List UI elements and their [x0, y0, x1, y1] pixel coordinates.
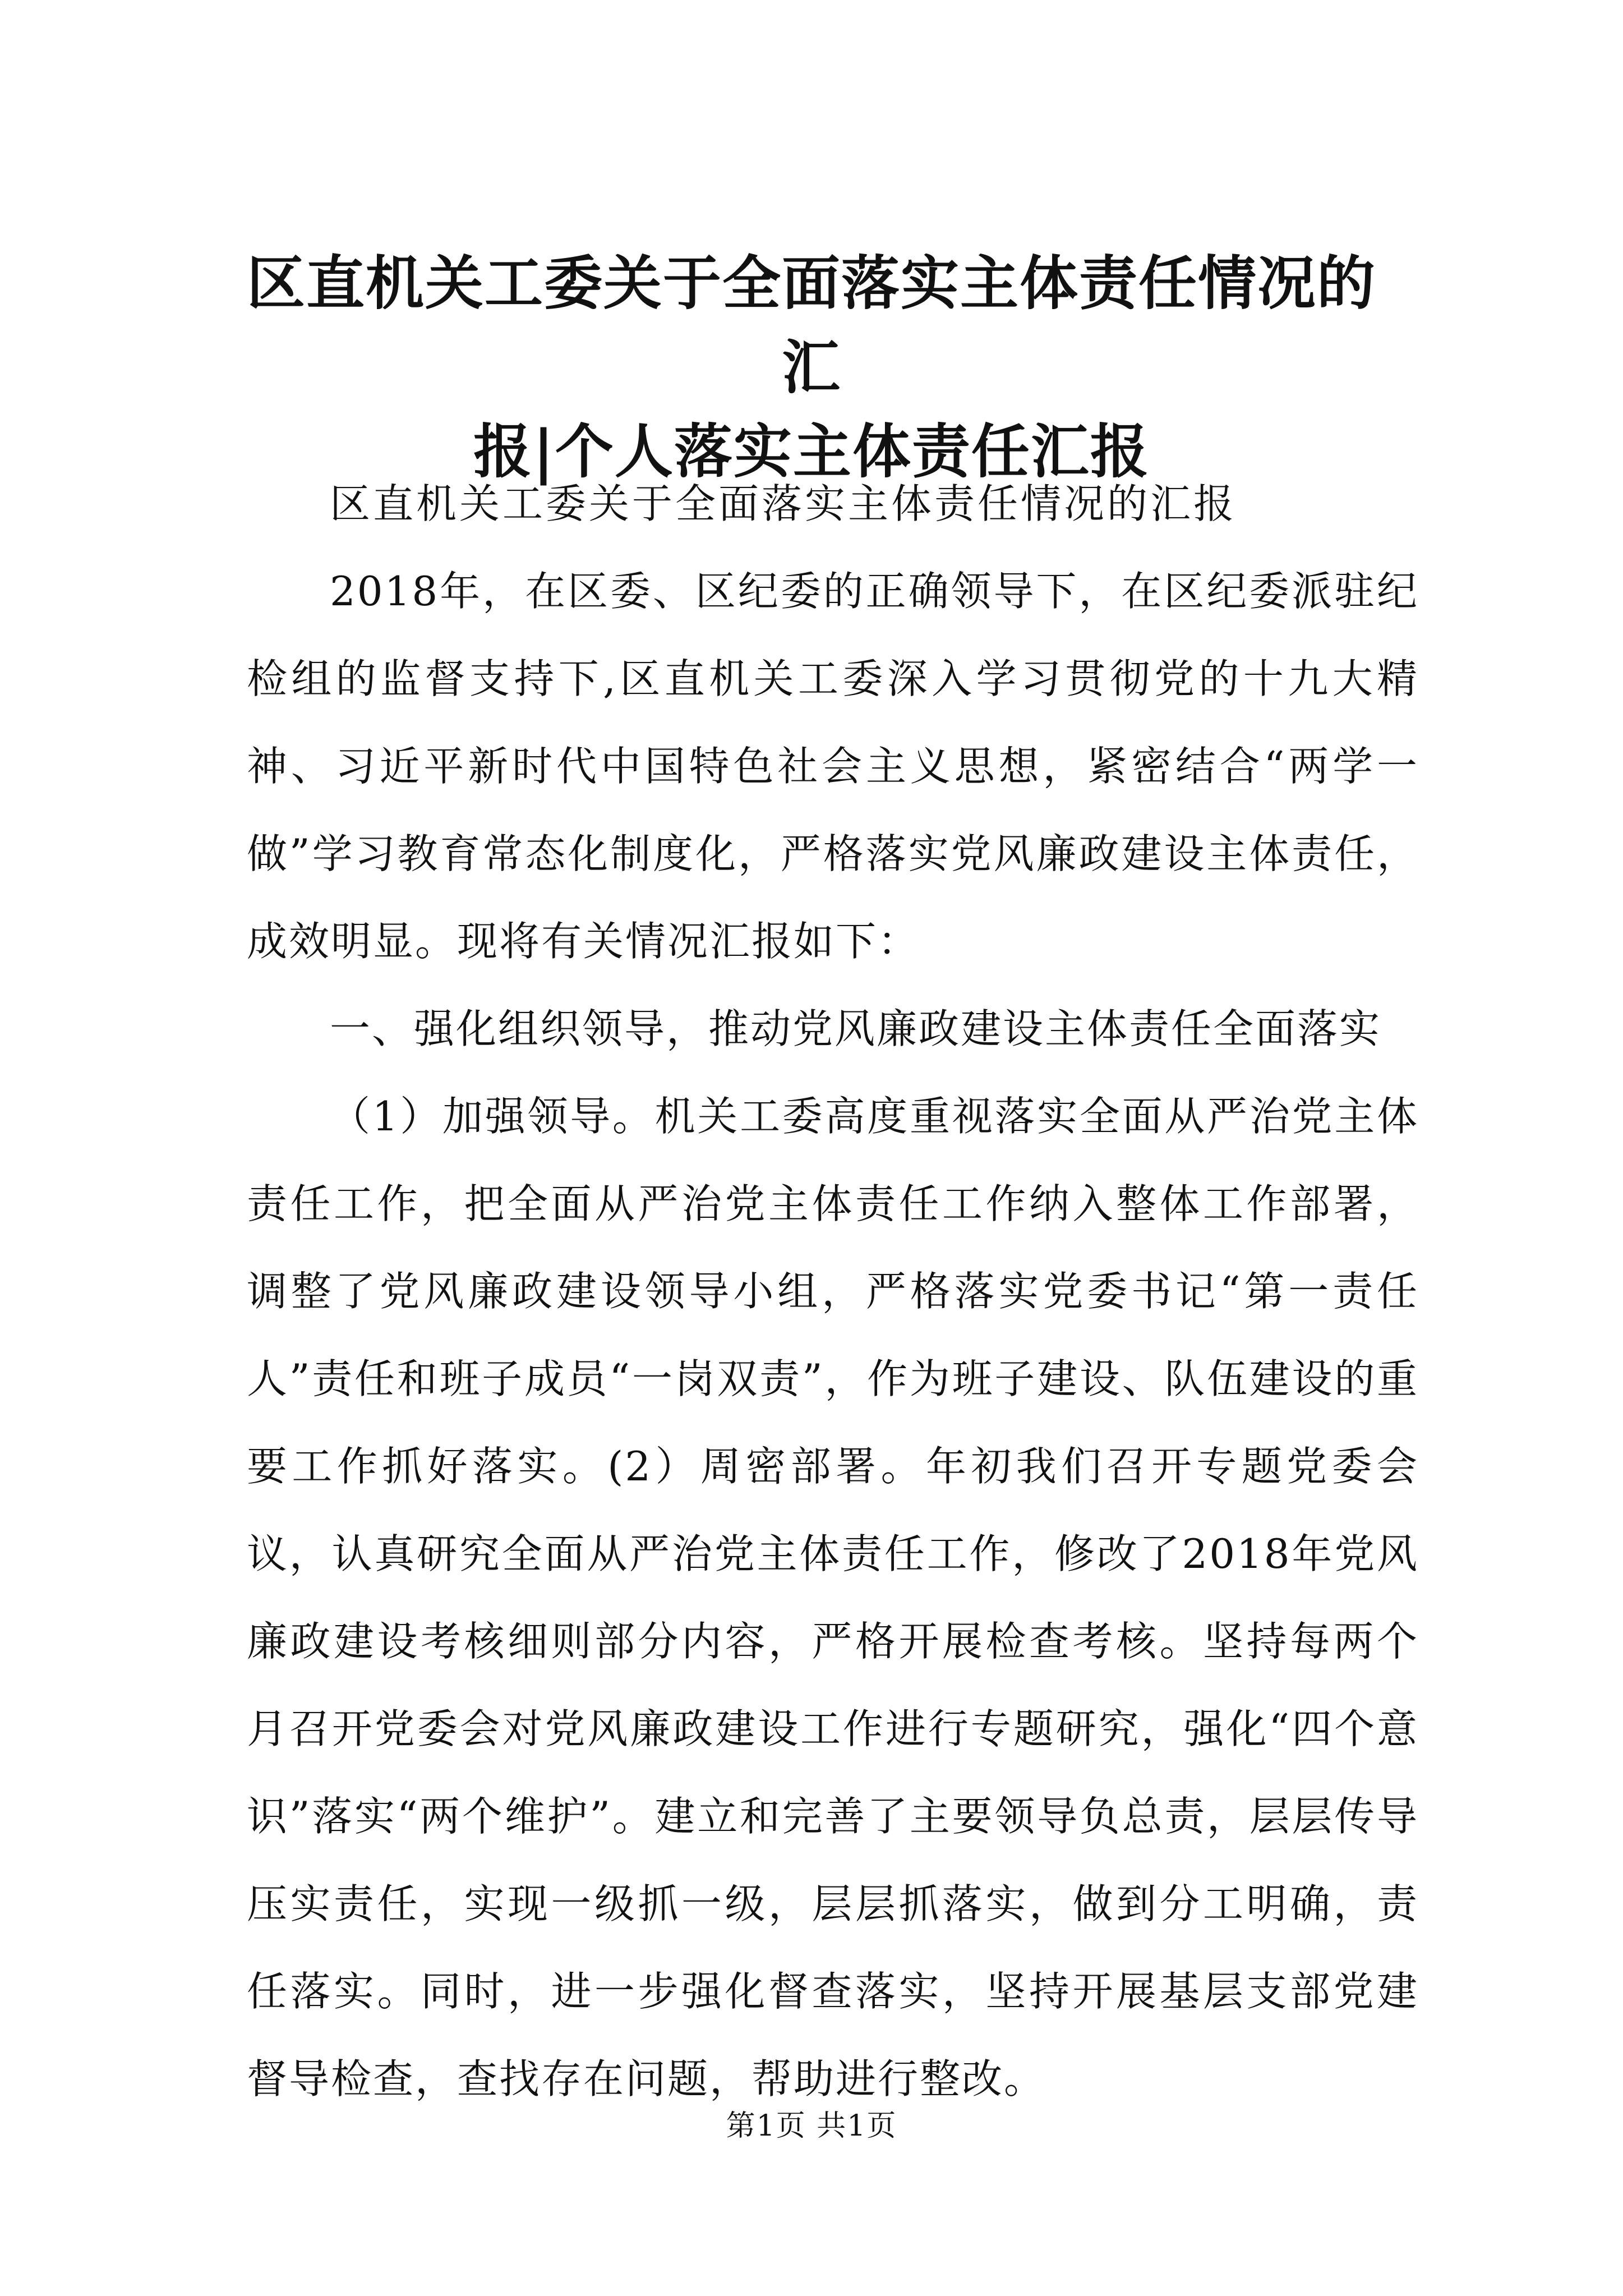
paragraph-intro: 2018年，在区委、区纪委的正确领导下，在区纪委派驻纪检组的监督支持下,区直机关工委深入学习贯彻党的十九大精神、习近平新时代中国特色社会主义思想，紧密结合“两学一做”学习教育常态化制度化，严格落实党风廉政建设主体责任，成效明显。现将有关情况汇报如下： — [247, 568, 1419, 965]
document-title — [219, 241, 1404, 494]
document-subtitle: 区直机关工委关于全面落实主体责任情况的汇报 — [330, 480, 1237, 527]
section-heading-1: 一、强化组织领导，推动党风廉政建设主体责任全面落实 — [330, 1005, 1382, 1052]
title-line-1: 区直机关工委关于全面落实主体责任情况的汇 — [246, 249, 1376, 402]
paragraph-section-1: （1）加强领导。机关工委高度重视落实全面从严治党主体责任工作，把全面从严治党主体责任工作纳入整体工作部署，调整了党风廉政建设领导小组，严格落实党委书记“第一责任人”责任和班子成员“一岗双责”，作为班子建设、队伍建设的重要工作抓好落实。(2）周密部署。年初我们召开专题党委会议，认真研究全面从严治党主体责任工作，修改了2018年党风廉政建设考核细则部分内容，严格开展检查考核。坚持每两个月召开党委会对党风廉政建设工作进行专题研究，强化“四个意识”落实“两个维护”。建立和完善了主要领导负总责，层层传导压实责任，实现一级抓一级，层层抓落实，做到分工明确，责任落实。同时，进一步强化督查落实，坚持开展基层支部党建督导检查，查找存在问题，帮助进行整改。 — [247, 1093, 1419, 2102]
page-footer: 第1页 共1页 — [726, 2109, 897, 2143]
title-line-2: 报|个人落实主体责任汇报 — [473, 417, 1150, 486]
document-body — [247, 460, 1419, 2123]
